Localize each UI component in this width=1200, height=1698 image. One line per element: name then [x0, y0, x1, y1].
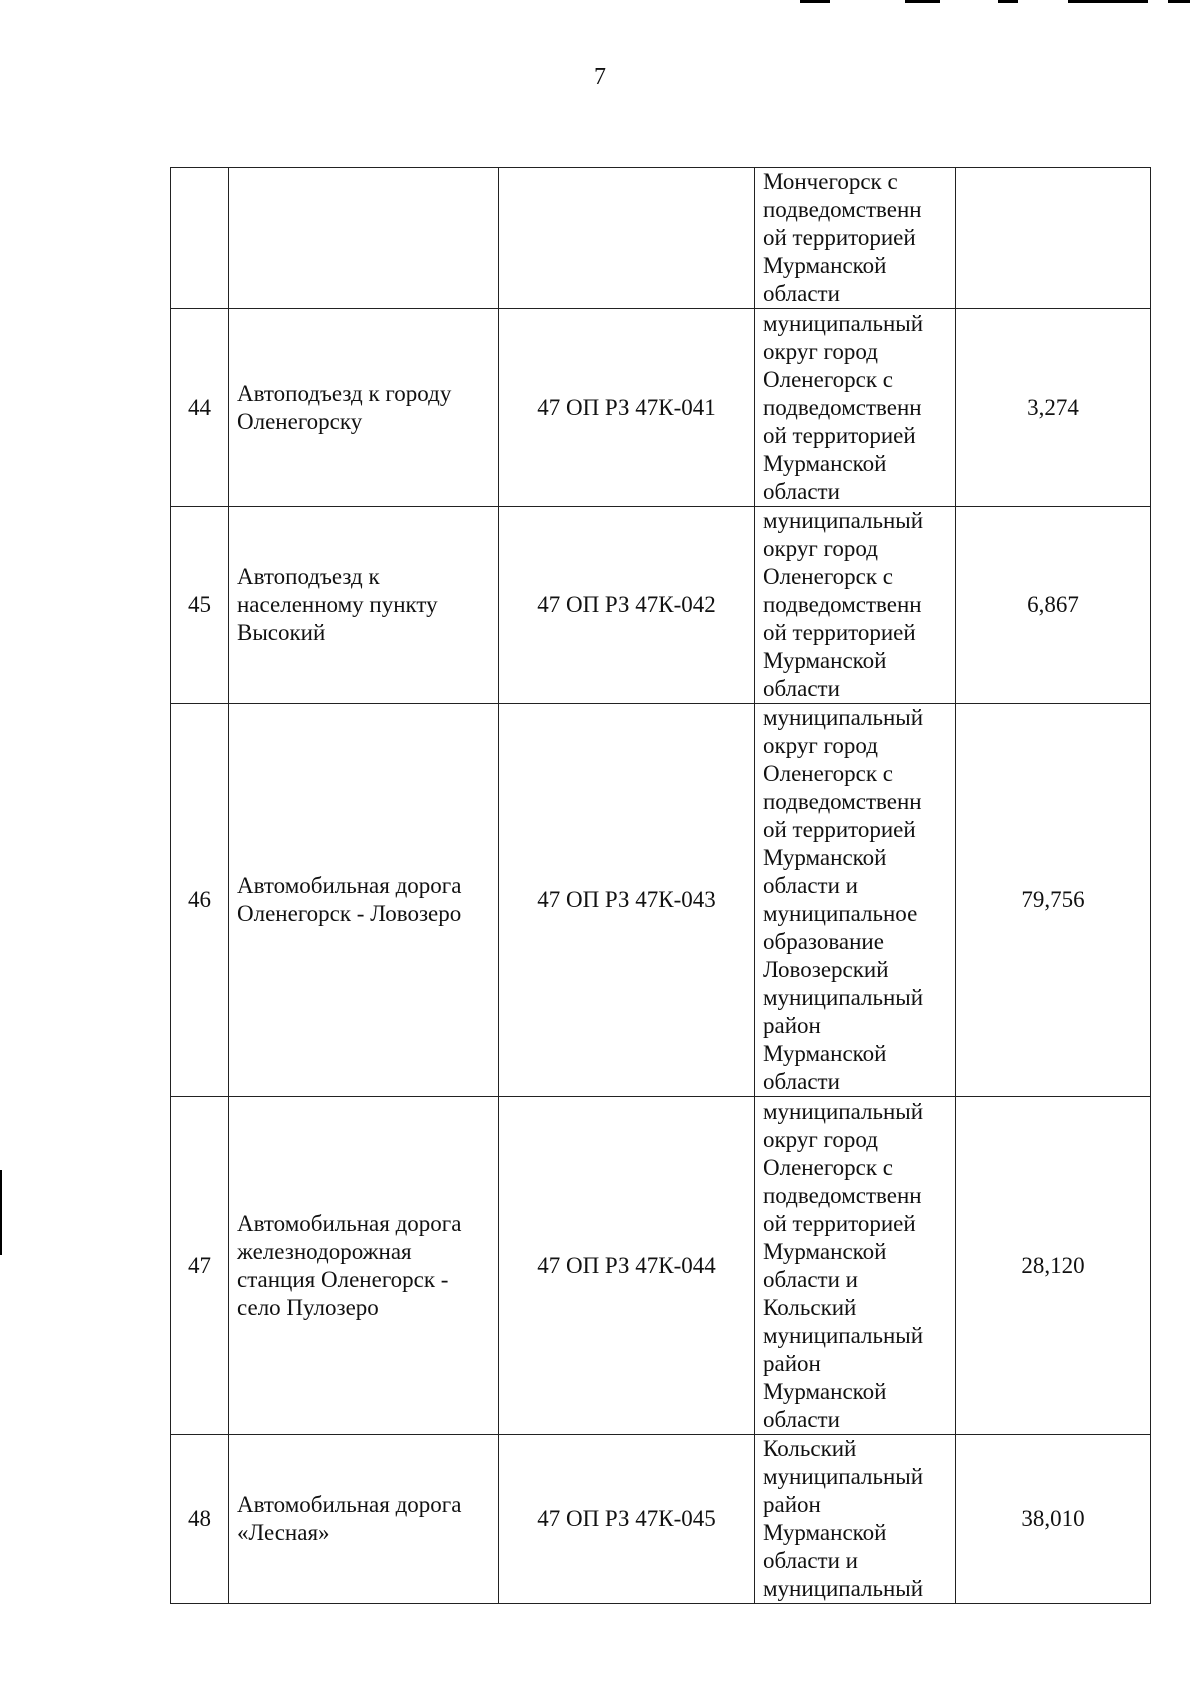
owner-line: муниципальный [763, 985, 924, 1010]
owner-territory [755, 1097, 956, 1435]
owner-line: Оленегорск с [763, 366, 894, 392]
owner-line: Мурманской [763, 1041, 887, 1066]
table-row [171, 309, 1151, 507]
table-row [171, 704, 1151, 1097]
roads-table [170, 167, 1151, 1604]
owner-line: округ город [763, 733, 878, 758]
owner-line: округ город [763, 1126, 878, 1152]
owner-line: муниципальное [763, 901, 918, 926]
owner-line: Оленегорск с [763, 564, 894, 589]
owner-line: области и [763, 1548, 858, 1573]
road-id-code: 47 ОП РЗ 47К-045 [499, 1435, 755, 1604]
owner-line: муниципальный [763, 1464, 924, 1489]
owner-line: Оленегорск с [763, 1154, 894, 1180]
road-length: 38,010 [956, 1435, 1151, 1604]
row-number: 44 [171, 309, 229, 507]
road-name: Автоподъезд к населенному пункту Высокий [229, 507, 499, 704]
table-row [171, 1097, 1151, 1435]
owner-line: Кольский [763, 1436, 857, 1461]
owner-line: образование [763, 929, 884, 954]
road-id-code [499, 168, 755, 309]
owner-line: подведомственн [763, 592, 922, 617]
table-row [171, 168, 1151, 309]
owner-line: области и [763, 873, 858, 898]
owner-line: Оленегорск с [763, 761, 894, 786]
owner-line: Мончегорск с [763, 169, 898, 194]
owner-territory [755, 168, 956, 309]
owner-line: Кольский [763, 1294, 857, 1320]
scan-mark-top [905, 0, 940, 3]
row-number: 48 [171, 1435, 229, 1604]
owner-line: район [763, 1013, 821, 1038]
scan-mark-left [0, 1170, 2, 1255]
owner-line: муниципальный [763, 508, 924, 533]
owner-line: Мурманской [763, 648, 887, 673]
scan-mark-top [998, 0, 1018, 3]
owner-territory [755, 1435, 956, 1604]
scan-mark-top [800, 0, 830, 3]
owner-line: области [763, 478, 840, 504]
owner-line: ой территорией [763, 620, 916, 645]
owner-line: подведомственн [763, 197, 922, 222]
owner-line: район [763, 1350, 821, 1376]
road-name [229, 168, 499, 309]
road-name: Автомобильная дорога «Лесная» [229, 1435, 499, 1604]
road-name: Автоподъезд к городу Оленегорску [229, 309, 499, 507]
owner-line: ой территорией [763, 225, 916, 250]
owner-line: области [763, 281, 840, 306]
owner-line: округ город [763, 536, 878, 561]
owner-line: Мурманской [763, 1378, 887, 1404]
road-name: Автомобильная дорога Оленегорск - Ловозеро [229, 704, 499, 1097]
owner-line: ой территорией [763, 422, 916, 448]
owner-line: области и [763, 1266, 858, 1292]
owner-line: муниципальный [763, 705, 924, 730]
owner-line: ой территорией [763, 817, 916, 842]
row-number: 45 [171, 507, 229, 704]
owner-line: Мурманской [763, 253, 887, 278]
owner-line: Мурманской [763, 1238, 887, 1264]
table-row [171, 1435, 1151, 1604]
page-number: 7 [594, 64, 606, 90]
road-length: 3,274 [956, 309, 1151, 507]
owner-line: области [763, 1406, 840, 1432]
road-length [956, 168, 1151, 309]
owner-territory [755, 507, 956, 704]
scan-mark-top [1068, 0, 1148, 3]
owner-line: подведомственн [763, 1182, 922, 1208]
owner-line: округ город [763, 338, 878, 364]
owner-line: области [763, 676, 840, 701]
table-row [171, 507, 1151, 704]
road-id-code: 47 ОП РЗ 47К-042 [499, 507, 755, 704]
road-id-code: 47 ОП РЗ 47К-044 [499, 1097, 755, 1435]
roads-table-body [171, 168, 1151, 1604]
owner-line: ой территорией [763, 1210, 916, 1236]
owner-line: муниципальный [763, 1098, 924, 1124]
road-length: 6,867 [956, 507, 1151, 704]
owner-line: области [763, 1069, 840, 1094]
owner-line: Мурманской [763, 845, 887, 870]
scan-mark-top [1168, 0, 1190, 3]
owner-line: муниципальный [763, 310, 924, 336]
owner-line: район [763, 1492, 821, 1517]
owner-line: подведомственн [763, 789, 922, 814]
owner-line: Мурманской [763, 450, 887, 476]
road-id-code: 47 ОП РЗ 47К-041 [499, 309, 755, 507]
owner-line: муниципальный [763, 1322, 924, 1348]
row-number [171, 168, 229, 309]
owner-line: муниципальный [763, 1576, 924, 1601]
owner-territory [755, 309, 956, 507]
owner-territory [755, 704, 956, 1097]
row-number: 47 [171, 1097, 229, 1435]
road-length: 79,756 [956, 704, 1151, 1097]
road-id-code: 47 ОП РЗ 47К-043 [499, 704, 755, 1097]
road-length: 28,120 [956, 1097, 1151, 1435]
owner-line: подведомственн [763, 394, 922, 420]
row-number: 46 [171, 704, 229, 1097]
road-name: Автомобильная дорога железнодорожная станция Оленегорск - село Пулозеро [229, 1097, 499, 1435]
owner-line: Ловозерский [763, 957, 889, 982]
owner-line: Мурманской [763, 1520, 887, 1545]
